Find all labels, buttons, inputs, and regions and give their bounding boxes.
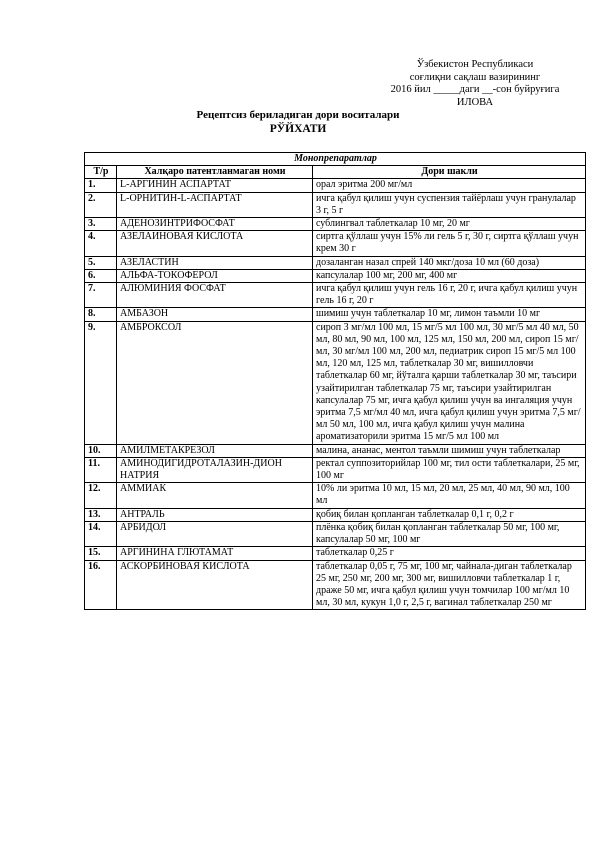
row-dosage-form: ичга қабул қилиш учун гель 16 г, 20 г, ичга қабул қилиш учун гель 16 г, 20 г bbox=[313, 283, 586, 308]
row-number: 4. bbox=[85, 231, 117, 256]
column-header-number: Т/р bbox=[85, 166, 117, 179]
table-body bbox=[85, 179, 586, 610]
row-number: 14. bbox=[85, 521, 117, 546]
row-drug-name: АМИНОДИГИДРОТАЛАЗИН-ДИОН НАТРИЯ bbox=[117, 457, 313, 482]
row-number: 12. bbox=[85, 483, 117, 508]
table-row bbox=[85, 256, 586, 269]
row-drug-name: АДЕНОЗИНТРИФОСФАТ bbox=[117, 218, 313, 231]
row-drug-name: АМБРОКСОЛ bbox=[117, 321, 313, 444]
row-number: 13. bbox=[85, 508, 117, 521]
approval-header bbox=[380, 59, 570, 109]
row-number: 16. bbox=[85, 560, 117, 610]
header-line-3: 2016 йил _____даги __-сон буйруғига bbox=[390, 84, 560, 95]
drug-list-table bbox=[84, 152, 586, 610]
table-row bbox=[85, 483, 586, 508]
row-drug-name: L-ОРНИТИН-L-АСПАРТАТ bbox=[117, 192, 313, 217]
row-number: 8. bbox=[85, 308, 117, 321]
table-row bbox=[85, 231, 586, 256]
table-row bbox=[85, 218, 586, 231]
row-drug-name: АЛЮМИНИЯ ФОСФАТ bbox=[117, 283, 313, 308]
row-dosage-form: сублингвал таблеткалар 10 мг, 20 мг bbox=[313, 218, 586, 231]
table-row bbox=[85, 444, 586, 457]
table-row bbox=[85, 457, 586, 482]
row-drug-name: АММИАК bbox=[117, 483, 313, 508]
column-header-form: Дори шакли bbox=[313, 166, 586, 179]
row-dosage-form: сиртга қўллаш учун 15% ли гель 5 г, 30 г, сиртга қўллаш учун крем 30 г bbox=[313, 231, 586, 256]
row-drug-name: L-АРГИНИН АСПАРТАТ bbox=[117, 179, 313, 192]
row-dosage-form: таблеткалар 0,25 г bbox=[313, 547, 586, 560]
table-row bbox=[85, 179, 586, 192]
row-dosage-form: плёнка қобиқ билан қопланган таблеткалар 50 мг, 100 мг, капсулалар 50 мг, 100 мг bbox=[313, 521, 586, 546]
row-number: 11. bbox=[85, 457, 117, 482]
row-number: 6. bbox=[85, 269, 117, 282]
row-drug-name: АНТРАЛЬ bbox=[117, 508, 313, 521]
document-title: Рецептсиз бериладиган дори воситалари bbox=[196, 109, 400, 121]
column-header-name: Халқаро патентланмаган номи bbox=[117, 166, 313, 179]
row-dosage-form: шимиш учун таблеткалар 10 мг, лимон таъмли 10 мг bbox=[313, 308, 586, 321]
row-drug-name: АМИЛМЕТАКРЕЗОЛ bbox=[117, 444, 313, 457]
row-dosage-form: қобиқ билан қопланган таблеткалар 0,1 г, 0,2 г bbox=[313, 508, 586, 521]
row-dosage-form: сироп 3 мг/мл 100 мл, 15 мг/5 мл 100 мл, 30 мг/5 мл 40 мл, 50 мл, 80 мл, 90 мл, 100 мл, 125 мл, 150 мл, 200 мл, сироп 15 мг/мл, 30 мг/мл 100 мл, 200 мл, педиатрик сироп 15 мг/5 мл 100 мл, 120 мл, 125 мл, таблеткалар 30 мг, вишилловчи таблеткалар 60 мг, йўталга қарши таблеткалар 30 мг, таъсири узайтирилган таблеткалар 75 мг, таъсири узайтирилган капсулалар 75 мг, ичга қабул қилиш учун ва ингаляция учун эритма 7,5 мг/мл 40 мл, ичга қабул қилиш учун эритма 7,5 мг/мл 50 мл, 100 мл, ичга қабул қилиш учун малина ароматизаторили эритма 15 мг/5 мл 100 мл bbox=[313, 321, 586, 444]
table-row bbox=[85, 283, 586, 308]
row-drug-name: АЗЕЛАИНОВАЯ КИСЛОТА bbox=[117, 231, 313, 256]
table-row bbox=[85, 508, 586, 521]
row-number: 2. bbox=[85, 192, 117, 217]
column-header-row bbox=[85, 166, 586, 179]
table-row bbox=[85, 269, 586, 282]
row-number: 1. bbox=[85, 179, 117, 192]
header-line-1: Ўзбекистон Республикаси bbox=[416, 59, 534, 70]
table-row bbox=[85, 308, 586, 321]
row-dosage-form: капсулалар 100 мг, 200 мг, 400 мг bbox=[313, 269, 586, 282]
row-drug-name: АСКОРБИНОВАЯ КИСЛОТА bbox=[117, 560, 313, 610]
row-number: 5. bbox=[85, 256, 117, 269]
row-dosage-form: ректал суппозиторийлар 100 мг, тил ости таблеткалари, 25 мг, 100 мг bbox=[313, 457, 586, 482]
row-dosage-form: ичга қабул қилиш учун суспензия тайёрлаш учун гранулалар 3 г, 5 г bbox=[313, 192, 586, 217]
row-dosage-form: орал эритма 200 мг/мл bbox=[313, 179, 586, 192]
table-row bbox=[85, 521, 586, 546]
header-line-2: соғлиқни сақлаш вазирининг bbox=[409, 71, 541, 83]
row-drug-name: АРГИНИНА ГЛЮТАМАТ bbox=[117, 547, 313, 560]
row-dosage-form: малина, ананас, ментол таъмли шимиш учун таблеткалар bbox=[313, 444, 586, 457]
table-row bbox=[85, 192, 586, 217]
row-dosage-form: 10% ли эритма 10 мл, 15 мл, 20 мл, 25 мл, 40 мл, 90 мл, 100 мл bbox=[313, 483, 586, 508]
row-number: 10. bbox=[85, 444, 117, 457]
row-dosage-form: дозаланган назал спрей 140 мкг/доза 10 мл (60 доза) bbox=[313, 256, 586, 269]
header-line-4: ИЛОВА bbox=[456, 96, 494, 108]
row-drug-name: АМБАЗОН bbox=[117, 308, 313, 321]
row-number: 7. bbox=[85, 283, 117, 308]
table-row bbox=[85, 547, 586, 560]
row-number: 3. bbox=[85, 218, 117, 231]
section-header-row bbox=[85, 153, 586, 166]
row-number: 9. bbox=[85, 321, 117, 444]
row-number: 15. bbox=[85, 547, 117, 560]
table-row bbox=[85, 560, 586, 610]
row-drug-name: АЗЕЛАСТИН bbox=[117, 256, 313, 269]
row-drug-name: АЛЬФА-ТОКОФЕРОЛ bbox=[117, 269, 313, 282]
document-subtitle: РЎЙХАТИ bbox=[269, 123, 327, 135]
row-drug-name: АРБИДОЛ bbox=[117, 521, 313, 546]
section-title: Монопрепаратлар bbox=[85, 153, 586, 166]
table-row bbox=[85, 321, 586, 444]
row-dosage-form: таблеткалар 0,05 г, 75 мг, 100 мг, чайнала-диган таблеткалар 25 мг, 250 мг, 200 мг, 300 мг, вишилловчи таблеткалар 1 г, драже 50 мг, ичга қабул қилиш учун томчилар 100 мг/мл 10 мл, 30 мл, кукун 1,0 г, 2,5 г, вагинал таблеткалар 250 мг bbox=[313, 560, 586, 610]
